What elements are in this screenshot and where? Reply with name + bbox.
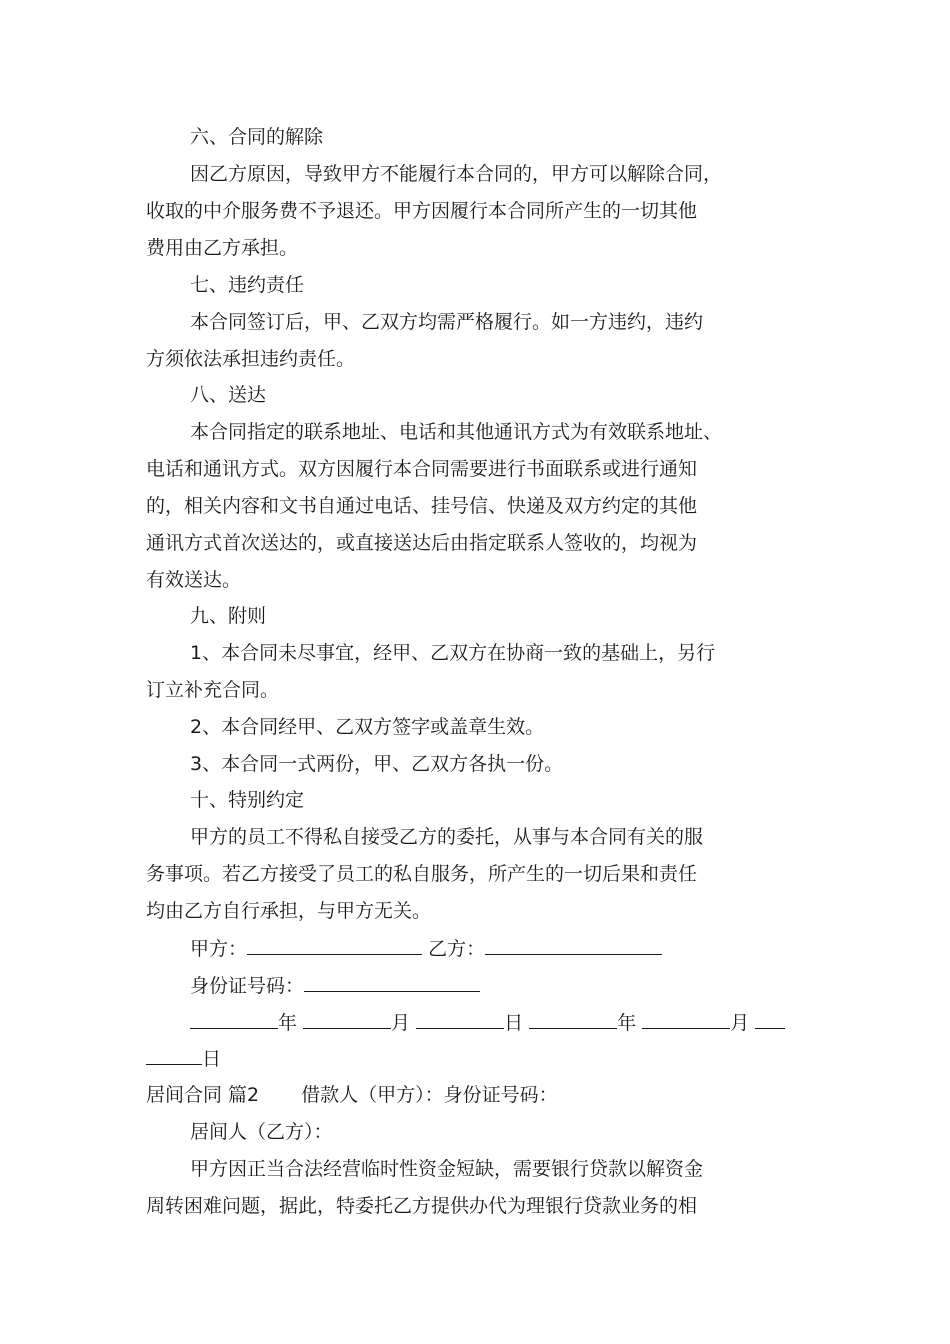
party-a-blank[interactable]: [247, 936, 422, 955]
section-6-text-line: 因乙方原因，导致甲方不能履行本合同的，甲方可以解除合同，: [190, 163, 723, 185]
month-blank[interactable]: [642, 1010, 730, 1029]
section-8-text-line: 有效送达。: [146, 569, 242, 591]
id-number-blank[interactable]: [304, 973, 480, 992]
year-blank[interactable]: [190, 1010, 278, 1029]
id-number-line: [190, 973, 480, 998]
section-9-title: 九、附则: [190, 605, 267, 627]
section-7-text-line: 本合同签订后，甲、乙双方均需严格履行。如一方违约，违约: [190, 311, 704, 333]
borrower-line: 借款人（甲方）：身份证号码：: [301, 1084, 558, 1106]
day-blank[interactable]: [755, 1010, 785, 1029]
section-10-title: 十、特别约定: [190, 789, 305, 811]
signature-parties-line: [190, 936, 662, 961]
section-8-text-line: 通讯方式首次送达的，或直接送达后由指定联系人签收的，均视为: [146, 532, 698, 554]
intermediary-line: 居间人（乙方）：: [190, 1121, 333, 1143]
section-10-text-line: 均由乙方自行承担，与甲方无关。: [146, 900, 432, 922]
day-blank[interactable]: [146, 1046, 202, 1065]
section-9-item-3: 3、本合同一式两份，甲、乙双方各执一份。: [190, 753, 564, 775]
year-label: 年: [617, 1012, 637, 1034]
section-6-text-line: 费用由乙方承担。: [146, 237, 299, 259]
day-label: 日: [504, 1012, 524, 1034]
party-b-label: 乙方：: [428, 938, 486, 960]
year-blank[interactable]: [529, 1010, 617, 1029]
section-8-text-line: 本合同指定的联系地址、电话和其他通讯方式为有效联系地址、: [190, 421, 723, 443]
month-blank[interactable]: [303, 1010, 391, 1029]
section-10-text-line: 甲方的员工不得私自接受乙方的委托，从事与本合同有关的服: [190, 826, 704, 848]
date-line-continued: [146, 1046, 221, 1071]
section-9-item-1-line: 订立补充合同。: [146, 679, 280, 701]
id-number-label: 身份证号码：: [190, 975, 305, 997]
section-6-text-line: 收取的中介服务费不予退还。甲方因履行本合同所产生的一切其他: [146, 200, 698, 222]
month-label: 月: [730, 1012, 750, 1034]
day-label: 日: [202, 1048, 222, 1070]
section-7-text-line: 方须依法承担违约责任。: [146, 348, 356, 370]
section-7-title: 七、违约责任: [190, 274, 305, 296]
contract-2-heading-line: [146, 1083, 558, 1107]
section-8-title: 八、送达: [190, 384, 267, 406]
contract-2-text-line: 甲方因正当合法经营临时性资金短缺，需要银行贷款以解资金: [190, 1158, 704, 1180]
party-b-blank[interactable]: [485, 936, 662, 955]
section-9-item-1-line: 1、本合同未尽事宜，经甲、乙双方在协商一致的基础上，另行: [190, 642, 716, 664]
section-8-text-line: 电话和通讯方式。双方因履行本合同需要进行书面联系或进行通知: [146, 458, 698, 480]
day-blank[interactable]: [416, 1010, 504, 1029]
contract-2-text-line: 周转困难问题，据此，特委托乙方提供办代为理银行贷款业务的相: [146, 1195, 698, 1217]
section-6-title: 六、合同的解除: [190, 126, 324, 148]
party-a-label: 甲方：: [190, 938, 248, 960]
section-9-item-2: 2、本合同经甲、乙双方签字或盖章生效。: [190, 716, 545, 738]
month-label: 月: [391, 1012, 411, 1034]
section-10-text-line: 务事项。若乙方接受了员工的私自服务，所产生的一切后果和责任: [146, 863, 698, 885]
year-label: 年: [278, 1012, 298, 1034]
section-8-text-line: 的，相关内容和文书自通过电话、挂号信、快递及双方约定的其他: [146, 495, 698, 517]
date-line: [190, 1010, 785, 1035]
contract-2-heading: 居间合同 篇2: [146, 1084, 260, 1106]
